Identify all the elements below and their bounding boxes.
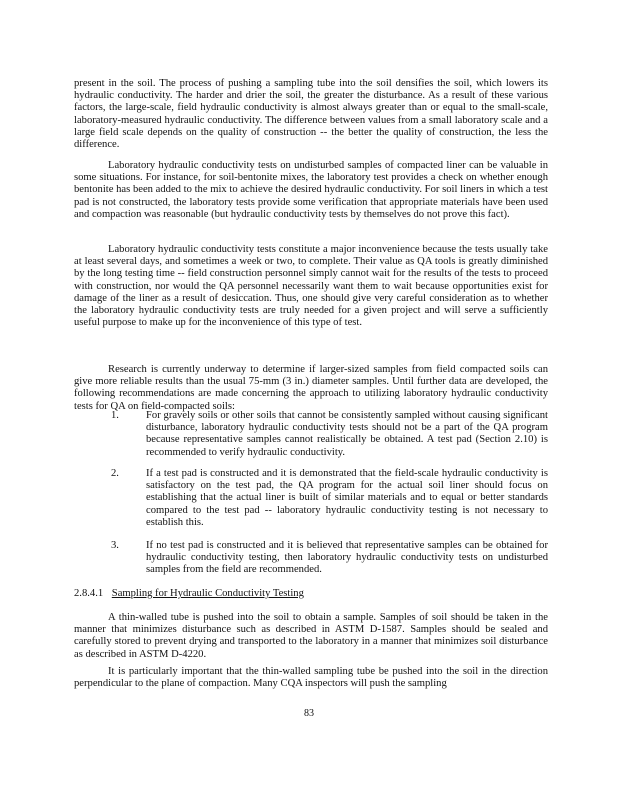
list-item-text: If no test pad is constructed and it is believed that representative samples can be obtained for hydraulic conductivity testing, then laboratory hydraulic conductivity tests on undisturbed samples from the field are recommended. [146,540,548,576]
paragraph-2 [74,160,548,221]
list-item [112,540,548,577]
paragraph-5-text: A thin-walled tube is pushed into the soil to obtain a sample. Samples of soil should be taken in the manner that minimizes disturbance such as described in ASTM D-1587. Samples should be sealed and carefully stored to prevent drying and transported to the laboratory in a manner that minimizes soil disturbance as described in ASTM D-4220. [74,612,548,660]
paragraph-6 [74,666,548,690]
list-item-number: 3. [111,540,119,551]
paragraph-1-text: present in the soil. The process of pushing a sampling tube into the soil densifies the soil, which lowers its hydraulic conductivity. The harder and drier the soil, the greater the disturbance. As a result of these various factors, the large-scale, field hydraulic conductivity is almost always greater than or equal to the small-scale, laboratory-measured hydraulic conductivity. The difference between values from a small laboratory scale and a large field scale depends on the quality of construction -- the better the quality of construction, the less the difference. [74,78,548,151]
section-title: Sampling for Hydraulic Conductivity Testing [111,588,304,599]
list-item [112,468,548,529]
paragraph-1 [74,78,548,151]
paragraph-5 [74,612,548,661]
paragraph-4-text: Research is currently underway to determine if larger-sized samples from field compacted soils can give more reliable results than the usual 75-mm (3 in.) diameter samples. Until further data are developed, the following recommendations are made concerning the approach to utilizing laboratory hydraulic conductivity tests for QA on field-compacted soils: [74,364,548,412]
section-number: 2.8.4.1 [74,588,104,599]
list-item-number: 1. [111,410,119,421]
paragraph-4 [74,364,548,413]
page-number: 83 [304,708,314,719]
paragraph-2-text: Laboratory hydraulic conductivity tests on undisturbed samples of compacted liner can be valuable in some situations. For instance, for soil-bentonite mixes, the laboratory test provides a check on whether enough bentonite has been added to the mix to achieve the desired hydraulic conductivity. For soil liners in which a test pad is not constructed, the laboratory tests provide some verification that appropriate materials have been used and compaction was reasonable (but hydraulic conductivity tests by themselves do not prove this fact). [74,160,548,220]
paragraph-3-text: Laboratory hydraulic conductivity tests constitute a major inconvenience because the tests usually take at least several days, and sometimes a week or two, to complete. Their value as QA tools is greatly diminished by the long testing time -- field construction personnel simply cannot wait for the results of the tests to proceed with construction, nor would the QA personnel necessarily want them to wait because opportunities exist for damage of the liner as a result of desiccation. Thus, one should give very careful consideration as to whether the laboratory hydraulic conductivity tests are truly needed for a given project and will serve a sufficiently useful purpose to make up for the inconvenience of this type of test. [74,244,548,329]
section-heading [74,588,304,600]
paragraph-3 [74,244,548,329]
list-item-text: If a test pad is constructed and it is demonstrated that the field-scale hydraulic conductivity is satisfactory on the test pad, the QA program for the actual soil liner should focus on establishing that the actual liner is built of similar materials and to equal or better standards compared to the test pad -- laboratory hydraulic conductivity testing is not necessary to establish this. [146,468,548,528]
list-item [112,410,548,459]
paragraph-6-text: It is particularly important that the thin-walled sampling tube be pushed into the soil in the direction perpendicular to the plane of compaction. Many CQA inspectors will push the sampling [74,666,548,690]
list-item-number: 2. [111,468,119,479]
list-item-text: For gravely soils or other soils that cannot be consistently sampled without causing significant disturbance, laboratory hydraulic conductivity tests should not be a part of the QA program because representative samples cannot realistically be obtained. A test pad (Section 2.10) is recommended to verify hydraulic conductivity. [146,410,548,458]
